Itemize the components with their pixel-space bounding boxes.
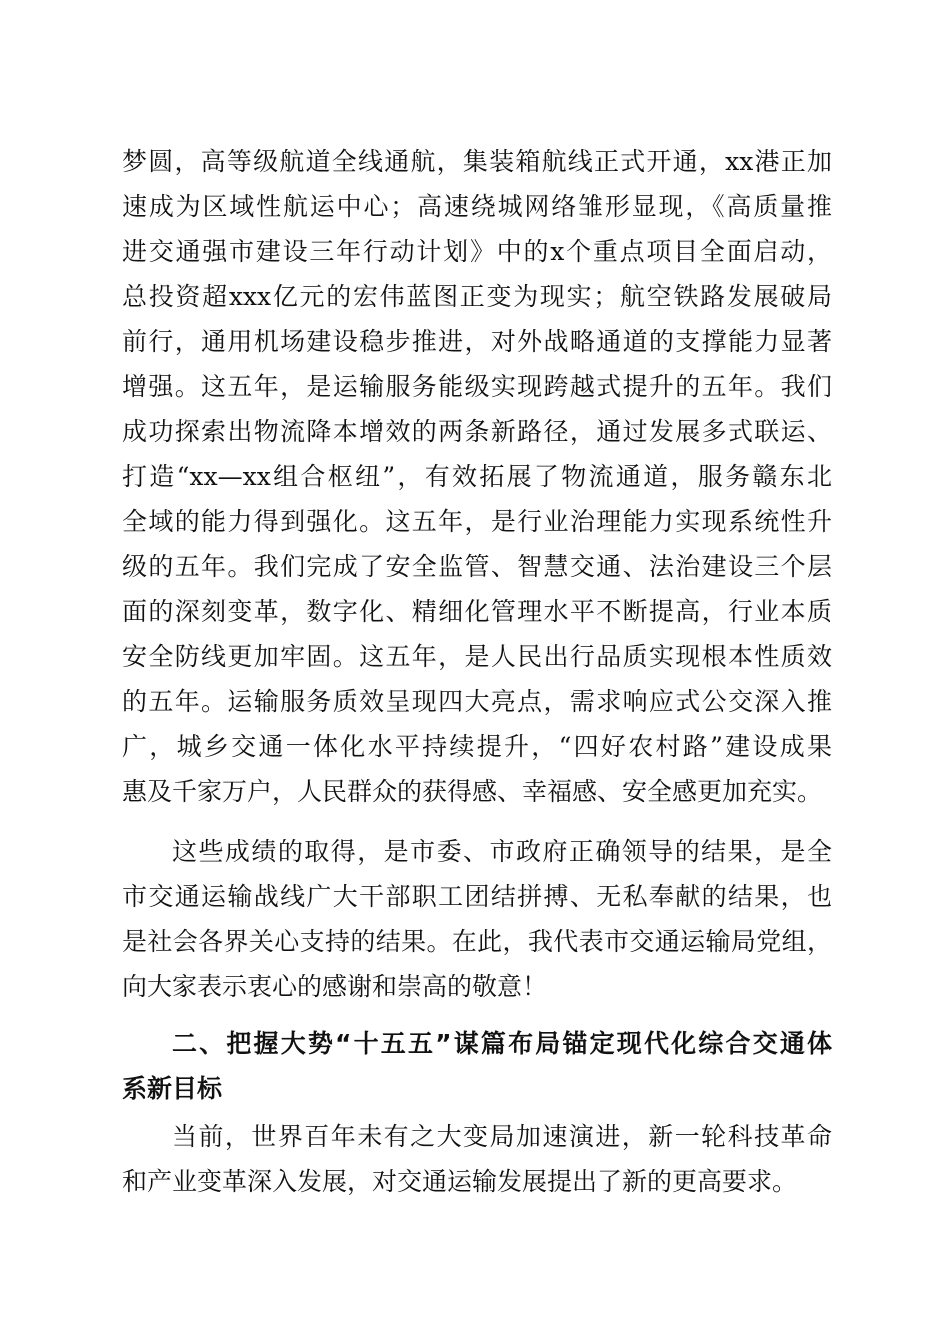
text-line: 速成为区域性航运中心；高速绕城网络雏形显现，《高质量推 (122, 192, 832, 221)
text-line: 梦圆，高等级航道全线通航，集装箱航线正式开通，xx港正加 (122, 147, 832, 176)
text-line: 前行，通用机场建设稳步推进，对外战略通道的支撑能力显著 (122, 327, 832, 356)
heading-line: 系新目标 (122, 1074, 223, 1103)
text-line: 广，城乡交通一体化水平持续提升，“四好农村路”建设成果 (122, 732, 832, 761)
text-line: 总投资超xxx亿元的宏伟蓝图正变为现实；航空铁路发展破局 (122, 282, 832, 311)
text-line: 增强。这五年，是运输服务能级实现跨越式提升的五年。我们 (122, 372, 832, 401)
text-line: 级的五年。我们完成了安全监管、智慧交通、法治建设三个层 (122, 552, 832, 581)
text-line: 惠及千家万户，人民群众的获得感、幸福感、安全感更加充实。 (122, 777, 823, 806)
text-line: 安全防线更加牢固。这五年，是人民出行品质实现根本性质效 (122, 642, 832, 671)
text-line: 和产业变革深入发展，对交通运输发展提出了新的更高要求。 (122, 1167, 798, 1196)
text-line: 这些成绩的取得，是市委、市政府正确领导的结果，是全 (172, 837, 832, 866)
text-line: 面的深刻变革，数字化、精细化管理水平不断提高，行业本质 (122, 597, 832, 626)
text-line: 全域的能力得到强化。这五年，是行业治理能力实现系统性升 (122, 507, 832, 536)
heading-line: 二、把握大势“十五五”谋篇布局锚定现代化综合交通体 (172, 1029, 832, 1058)
text-line: 向大家表示衷心的感谢和崇高的敬意！ (122, 972, 548, 1001)
text-line: 成功探索出物流降本增效的两条新路径，通过发展多式联运、 (122, 417, 832, 446)
text-line: 市交通运输战线广大干部职工团结拼搏、无私奉献的结果，也 (122, 882, 832, 911)
text-line: 当前，世界百年未有之大变局加速演进，新一轮科技革命 (172, 1122, 832, 1151)
text-line: 的五年。运输服务质效呈现四大亮点，需求响应式公交深入推 (122, 687, 832, 716)
text-line: 打造“xx—xx组合枢纽”，有效拓展了物流通道，服务赣东北 (122, 462, 832, 491)
text-line: 进交通强市建设三年行动计划》中的x个重点项目全面启动， (122, 237, 832, 266)
text-line: 是社会各界关心支持的结果。在此，我代表市交通运输局党组， (122, 927, 832, 956)
